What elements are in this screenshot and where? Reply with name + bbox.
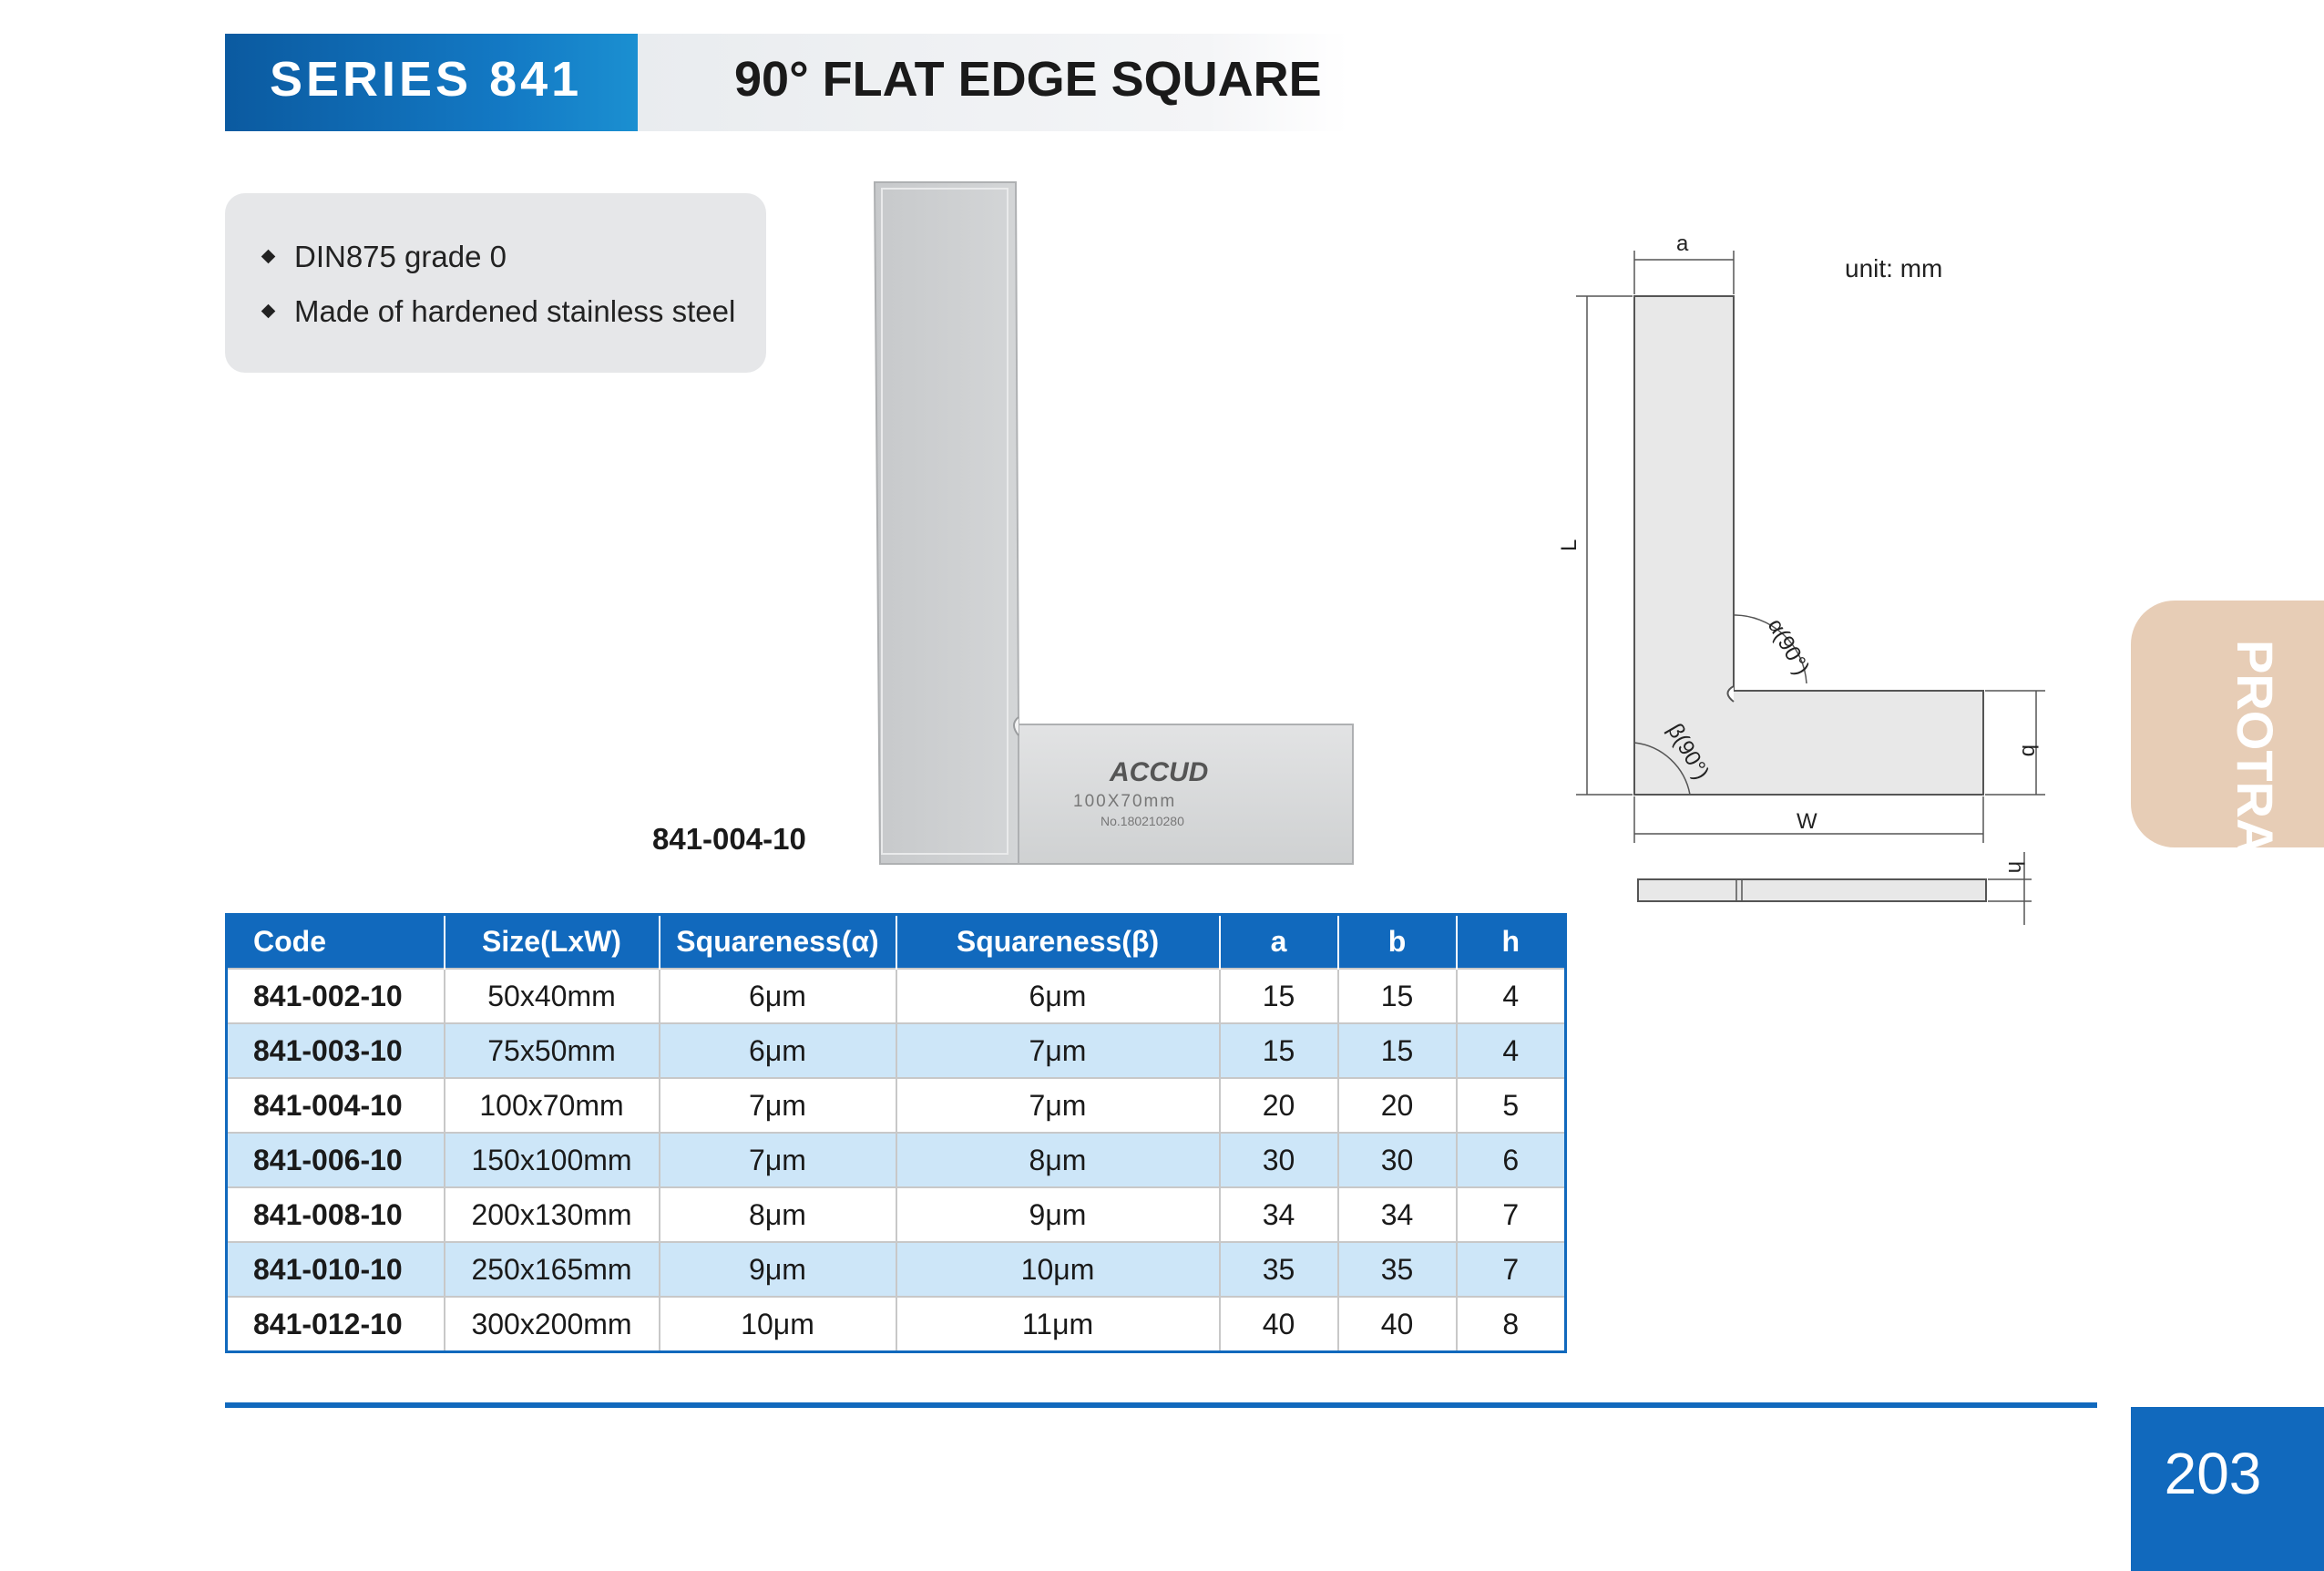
cell-code: 841-002-10 <box>227 969 445 1023</box>
cell-a: 30 <box>1220 1133 1338 1187</box>
cell-size: 75x50mm <box>445 1023 660 1078</box>
cell-b: 30 <box>1338 1133 1457 1187</box>
technical-drawing <box>1549 223 2059 934</box>
cell-a: 40 <box>1220 1297 1338 1352</box>
cell-size: 200x130mm <box>445 1187 660 1242</box>
cell-b: 34 <box>1338 1187 1457 1242</box>
features-box <box>225 193 766 373</box>
table-row <box>227 1023 1566 1078</box>
cell-h: 7 <box>1457 1187 1566 1242</box>
series-title: SERIES 841 <box>270 52 583 107</box>
cell-squareness-alpha: 7μm <box>660 1078 896 1133</box>
table-row <box>227 969 1566 1023</box>
cell-size: 250x165mm <box>445 1242 660 1297</box>
dim-a-label: a <box>1676 231 1689 256</box>
col-header: Size(LxW) <box>445 915 660 970</box>
product-image <box>865 178 1357 875</box>
table-row <box>227 1078 1566 1133</box>
page-title: 90° FLAT EDGE SQUARE <box>734 52 1322 107</box>
cell-squareness-alpha: 9μm <box>660 1242 896 1297</box>
cell-squareness-beta: 7μm <box>896 1023 1220 1078</box>
product-image-code: 841-004-10 <box>652 822 806 856</box>
cell-squareness-beta: 11μm <box>896 1297 1220 1352</box>
cell-h: 8 <box>1457 1297 1566 1352</box>
cell-size: 100x70mm <box>445 1078 660 1133</box>
cell-squareness-beta: 8μm <box>896 1133 1220 1187</box>
cell-a: 15 <box>1220 1023 1338 1078</box>
spec-table <box>225 913 1567 1353</box>
beta-label: β(90°) <box>1662 719 1715 785</box>
cell-h: 4 <box>1457 1023 1566 1078</box>
footer-rule <box>225 1402 2097 1408</box>
cell-code: 841-010-10 <box>227 1242 445 1297</box>
cell-b: 15 <box>1338 969 1457 1023</box>
cell-b: 40 <box>1338 1297 1457 1352</box>
engraved-size: 100X70mm <box>1073 792 1177 811</box>
cell-a: 15 <box>1220 969 1338 1023</box>
dim-W-label: W <box>1797 809 1817 834</box>
table-row <box>227 1242 1566 1297</box>
table-row <box>227 1133 1566 1187</box>
alpha-label: α(90°) <box>1762 614 1815 680</box>
cell-a: 35 <box>1220 1242 1338 1297</box>
cell-squareness-alpha: 6μm <box>660 969 896 1023</box>
col-header: a <box>1220 915 1338 970</box>
cell-squareness-beta: 7μm <box>896 1078 1220 1133</box>
cell-code: 841-004-10 <box>227 1078 445 1133</box>
feature-item: Made of hardened stainless steel <box>263 284 766 339</box>
cell-squareness-alpha: 8μm <box>660 1187 896 1242</box>
cell-squareness-beta: 9μm <box>896 1187 1220 1242</box>
cell-squareness-alpha: 10μm <box>660 1297 896 1352</box>
dim-b-label: b <box>2017 744 2042 757</box>
cell-h: 7 <box>1457 1242 1566 1297</box>
section-tab-label: PROTRACTOR <box>2227 640 2284 1000</box>
dim-L-label: L <box>1557 539 1582 551</box>
cell-b: 15 <box>1338 1023 1457 1078</box>
cell-size: 150x100mm <box>445 1133 660 1187</box>
cell-squareness-beta: 10μm <box>896 1242 1220 1297</box>
cell-code: 841-008-10 <box>227 1187 445 1242</box>
page-number: 203 <box>2164 1441 2262 1506</box>
cell-size: 50x40mm <box>445 969 660 1023</box>
dim-h-label: h <box>2003 861 2028 874</box>
table-row <box>227 1187 1566 1242</box>
cell-a: 20 <box>1220 1078 1338 1133</box>
cell-h: 4 <box>1457 969 1566 1023</box>
col-header: Squareness(α) <box>660 915 896 970</box>
col-header: Code <box>227 915 445 970</box>
col-header: b <box>1338 915 1457 970</box>
cell-b: 35 <box>1338 1242 1457 1297</box>
table-row <box>227 1297 1566 1352</box>
cell-h: 5 <box>1457 1078 1566 1133</box>
cell-code: 841-012-10 <box>227 1297 445 1352</box>
engraved-brand: ACCUD <box>1110 757 1209 787</box>
cell-squareness-beta: 6μm <box>896 969 1220 1023</box>
cell-code: 841-003-10 <box>227 1023 445 1078</box>
cell-size: 300x200mm <box>445 1297 660 1352</box>
feature-item: DIN875 grade 0 <box>263 230 766 284</box>
cell-code: 841-006-10 <box>227 1133 445 1187</box>
cell-squareness-alpha: 6μm <box>660 1023 896 1078</box>
col-header: h <box>1457 915 1566 970</box>
unit-label: unit: mm <box>1845 254 1943 282</box>
cell-b: 20 <box>1338 1078 1457 1133</box>
table-header-row <box>227 915 1566 970</box>
engraved-number: No.180210280 <box>1101 814 1184 828</box>
cell-a: 34 <box>1220 1187 1338 1242</box>
col-header: Squareness(β) <box>896 915 1220 970</box>
cell-squareness-alpha: 7μm <box>660 1133 896 1187</box>
cell-h: 6 <box>1457 1133 1566 1187</box>
